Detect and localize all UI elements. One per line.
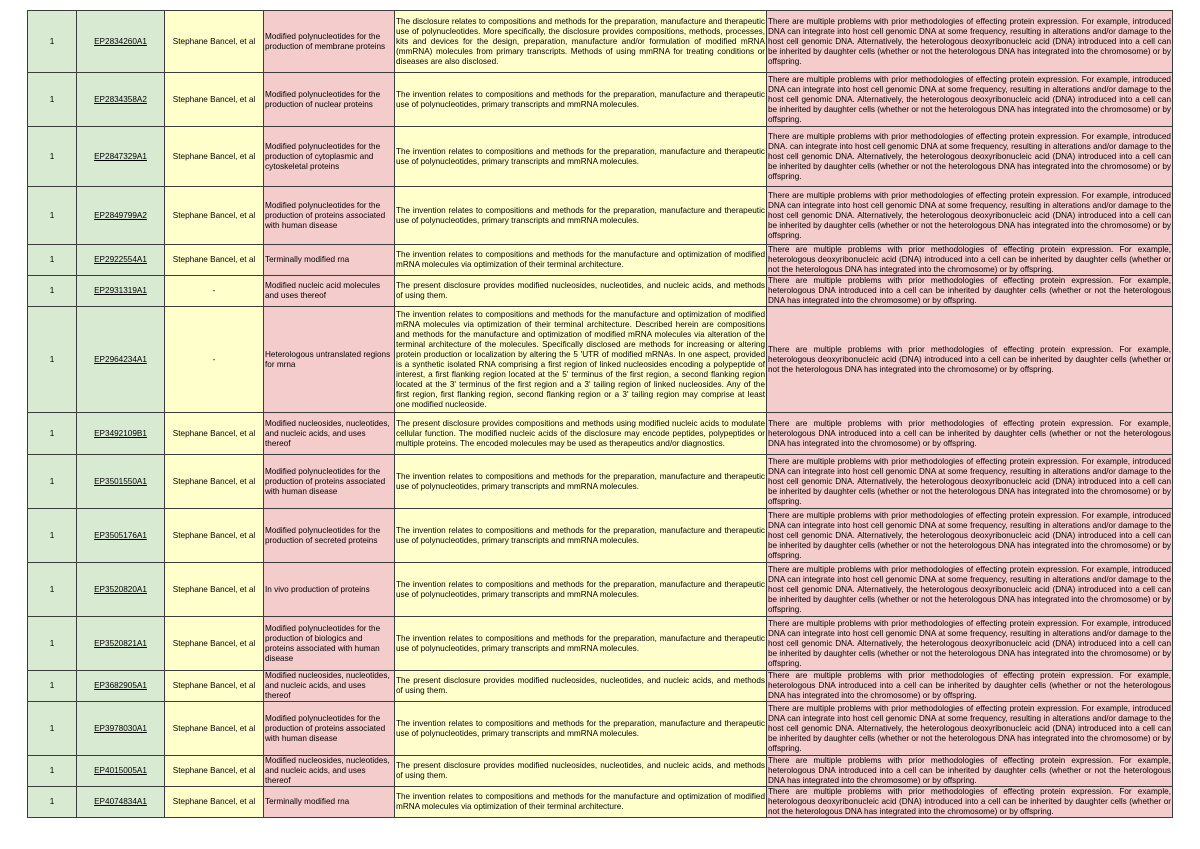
patent-id-link[interactable]: EP2847329A1	[94, 151, 147, 161]
row-number-cell: 1	[28, 413, 77, 455]
patent-id-cell	[77, 11, 165, 73]
patent-id-cell	[77, 756, 165, 787]
row-number-cell: 1	[28, 307, 77, 413]
abstract-cell: The disclosure relates to compositions and methods for the preparation, manufacture and therapeutic use of polynucleotides. More specifically, the disclosure provides compositions, methods, processes, kits and devices for the design, preparation, manufacture and/or formulation of modified mRNA (mmRNA) molecules from primary transcripts. Methods of using mmRNA for treating conditions or diseases are also disclosed.	[395, 11, 767, 73]
problem-cell: There are multiple problems with prior methodologies of effecting protein expression. For example, introduced DNA can integrate into host cell genomic DNA at some frequency, resulting in alterations and/or damage to the host cell genomic DNA. Alternatively, the heterologous deoxyribonucleic acid (DNA) introduced into a cell can be inherited by daughter cells (whether or not the heterologous DNA has integrated into the chromosome) or by offspring.	[767, 455, 1173, 509]
patent-id-link[interactable]: EP3520821A1	[94, 638, 147, 648]
table-row	[28, 307, 1173, 413]
row-number-cell: 1	[28, 787, 77, 818]
patent-id-link[interactable]: EP3505176A1	[94, 530, 147, 540]
problem-cell: There are multiple problems with prior methodologies of effecting protein expression. For example, introduced DNA can integrate into host cell genomic DNA at some frequency, resulting in alterations and/or damage to the host cell genomic DNA. Alternatively, the heterologous deoxyribonucleic acid (DNA) introduced into a cell can be inherited by daughter cells (whether or not the heterologous DNA has integrated into the chromosome) or by offspring.	[767, 187, 1173, 245]
abstract-cell: The invention relates to compositions and methods for the preparation, manufacture and therapeutic use of polynucleotides, primary transcripts and mmRNA molecules.	[395, 702, 767, 756]
author-cell: Stephane Bancel, et al	[165, 413, 264, 455]
title-cell: In vivo production of proteins	[264, 563, 395, 617]
title-cell: Heterologous untranslated regions for mrna	[264, 307, 395, 413]
patent-id-link[interactable]: EP3682905A1	[94, 681, 147, 690]
problem-cell: There are multiple problems with prior methodologies of effecting protein expression. For example, heterologous deoxyribonucleic acid (DNA) introduced into a cell can be inherited by daughter cells (whether or not the heterologous DNA has integrated into the chromosome) or by offspring.	[768, 245, 1171, 274]
title-cell: Modified polynucleotides for the production of membrane proteins	[264, 11, 395, 73]
author-cell: Stephane Bancel, et al	[165, 245, 264, 276]
title-cell: Modified polynucleotides for the production of proteins associated with human disease	[264, 187, 395, 245]
problem-cell: There are multiple problems with prior methodologies of effecting protein expression. For example, introduced DNA can integrate into host cell genomic DNA at some frequency, resulting in alterations and/or damage to the host cell genomic DNA. Alternatively, the heterologous deoxyribonucleic acid (DNA) introduced into a cell can be inherited by daughter cells (whether or not the heterologous DNA has integrated into the chromosome) or by offspring.	[767, 617, 1173, 671]
title-cell: Modified polynucleotides for the production of nuclear proteins	[264, 73, 395, 127]
problem-cell: There are multiple problems with prior methodologies of effecting protein expression. For example, heterologous deoxyribonucleic acid (DNA) introduced into a cell can be inherited by daughter cells (whether or not the heterologous DNA has integrated into the chromosome) or by offspring.	[768, 787, 1171, 816]
title-cell: Modified polynucleotides for the production of proteins associated with human disease	[264, 702, 395, 756]
row-number-cell: 1	[28, 617, 77, 671]
row-number-cell: 1	[28, 509, 77, 563]
patent-id-cell	[77, 127, 165, 187]
row-number-cell: 1	[28, 702, 77, 756]
problem-cell: There are multiple problems with prior methodologies of effecting protein expression. For example, heterologous DNA introduced into a cell can be inherited by daughter cells (whether or not the heterologous DNA has integrated into the chromosome) or by offspring.	[767, 413, 1173, 455]
row-number-cell: 1	[28, 671, 77, 702]
author-cell: Stephane Bancel, et al	[165, 187, 264, 245]
patent-id-link[interactable]: EP2849799A2	[94, 210, 147, 220]
title-cell: Modified polynucleotides for the production of cytoplasmic and cytoskeletal proteins	[264, 127, 395, 187]
title-cell: Terminally modified rna	[264, 245, 395, 276]
patent-id-cell	[77, 787, 165, 818]
title-cell: Modified nucleosides, nucleotides, and nucleic acids, and uses thereof	[264, 671, 395, 702]
patent-id-cell	[77, 187, 165, 245]
patent-id-cell	[77, 307, 165, 413]
author-cell: Stephane Bancel, et al	[165, 617, 264, 671]
abstract-cell: The present disclosure provides compositions and methods using modified nucleic acids to modulate cellular function. The modified nucleic acids of the disclosure may encode peptides, polypeptides or multiple proteins. The encoded molecules may be used as therapeutics and/or diagnostics.	[395, 413, 767, 455]
patent-id-cell	[77, 509, 165, 563]
patent-id-link[interactable]: EP2922554A1	[94, 255, 147, 264]
row-number-cell: 1	[28, 756, 77, 787]
table-row	[28, 73, 1173, 127]
author-cell: -	[165, 307, 264, 413]
row-number-cell: 1	[28, 245, 77, 276]
problem-cell: There are multiple problems with prior methodologies of effecting protein expression. For example, heterologous DNA introduced into a cell can be inherited by daughter cells (whether or not the heterologous DNA has integrated into the chromosome) or by offspring.	[768, 756, 1171, 785]
table-row	[28, 245, 1173, 276]
author-cell: Stephane Bancel, et al	[165, 509, 264, 563]
author-cell: Stephane Bancel, et al	[165, 787, 264, 818]
patent-id-link[interactable]: EP2834260A1	[94, 36, 147, 46]
problem-cell: There are multiple problems with prior methodologies of effecting protein expression. For example, introduced DNA can integrate into host cell genomic DNA at some frequency, resulting in alterations and/or damage to the host cell genomic DNA. Alternatively, the heterologous deoxyribonucleic acid (DNA) introduced into a cell can be inherited by daughter cells (whether or not the heterologous DNA has integrated into the chromosome) or by offspring.	[767, 563, 1173, 617]
patent-id-cell	[77, 563, 165, 617]
table-row	[28, 617, 1173, 671]
table-row	[28, 276, 1173, 307]
row-number-cell: 1	[28, 127, 77, 187]
patent-id-cell	[77, 245, 165, 276]
patent-id-link[interactable]: EP4015005A1	[94, 766, 147, 775]
patent-id-cell	[77, 413, 165, 455]
patent-id-link[interactable]: EP4074834A1	[94, 797, 147, 806]
title-cell: Modified polynucleotides for the production of proteins associated with human disease	[264, 455, 395, 509]
table-row	[28, 671, 1173, 702]
author-cell: Stephane Bancel, et al	[165, 455, 264, 509]
title-cell: Modified nucleosides, nucleotides, and nucleic acids, and uses thereof	[264, 413, 395, 455]
row-number-cell: 1	[28, 563, 77, 617]
patent-id-cell	[77, 671, 165, 702]
author-cell: Stephane Bancel, et al	[165, 127, 264, 187]
author-cell: Stephane Bancel, et al	[165, 671, 264, 702]
problem-cell: There are multiple problems with prior methodologies of effecting protein expression. For example, heterologous DNA introduced into a cell can be inherited by daughter cells (whether or not the heterologous DNA has integrated into the chromosome) or by offspring.	[768, 671, 1171, 700]
patent-id-cell	[77, 73, 165, 127]
patent-table	[27, 10, 1173, 818]
title-cell: Modified polynucleotides for the production of secreted proteins	[264, 509, 395, 563]
abstract-cell: The invention relates to compositions and methods for the preparation, manufacture and therapeutic use of polynucleotides, primary transcripts and mmRNA molecules.	[395, 563, 767, 617]
abstract-cell: The invention relates to compositions and methods for the preparation, manufacture and therapeutic use of polynucleotides, primary transcripts and mmRNA molecules.	[395, 73, 767, 127]
patent-id-link[interactable]: EP3520820A1	[94, 584, 147, 594]
patent-id-cell	[77, 617, 165, 671]
abstract-cell: The invention relates to compositions and methods for the preparation, manufacture and therapeutic use of polynucleotides, primary transcripts and mmRNA molecules.	[395, 455, 767, 509]
title-cell: Terminally modified rna	[264, 787, 395, 818]
table-row	[28, 455, 1173, 509]
abstract-cell: The present disclosure provides modified nucleosides, nucleotides, and nucleic acids, and methods of using them.	[395, 671, 767, 702]
abstract-cell: The invention relates to compositions and methods for the manufacture and optimization of modified mRNA molecules via optimization of their terminal architecture.	[395, 245, 767, 276]
table-row	[28, 509, 1173, 563]
table-row	[28, 787, 1173, 818]
row-number-cell: 1	[28, 11, 77, 73]
abstract-cell: The invention relates to compositions and methods for the preparation, manufacture and therapeutic use of polynucleotides, primary transcripts and mmRNA molecules.	[395, 127, 767, 187]
patent-id-cell	[77, 702, 165, 756]
patent-id-link[interactable]: EP2931319A1	[94, 286, 147, 295]
row-number-cell: 1	[28, 455, 77, 509]
problem-cell: There are multiple problems with prior methodologies of effecting protein expression. For example, heterologous deoxyribonucleic acid (DNA) introduced into a cell can be inherited by daughter cells (whether or not the heterologous DNA has integrated into the chromosome) or by offspring.	[767, 307, 1173, 413]
patent-id-link[interactable]: EP2834358A2	[94, 94, 147, 104]
table-row	[28, 702, 1173, 756]
title-cell: Modified nucleosides, nucleotides, and nucleic acids, and uses thereof	[264, 756, 395, 787]
problem-cell: There are multiple problems with prior methodologies of effecting protein expression. For example, introduced DNA can integrate into host cell genomic DNA at some frequency, resulting in alterations and/or damage to the host cell genomic DNA. Alternatively, the heterologous deoxyribonucleic acid (DNA) introduced into a cell can be inherited by daughter cells (whether or not the heterologous DNA has integrated into the chromosome) or by offspring.	[767, 509, 1173, 563]
patent-id-cell	[77, 276, 165, 307]
table-row	[28, 756, 1173, 787]
abstract-cell: The present disclosure provides modified nucleosides, nucleotides, and nucleic acids, and methods of using them.	[395, 276, 767, 307]
table-row	[28, 11, 1173, 73]
problem-cell: There are multiple problems with prior methodologies of effecting protein expression. For example, introduced DNA can integrate into host cell genomic DNA at some frequency, resulting in alterations and/or damage to the host cell genomic DNA. Alternatively, the heterologous deoxyribonucleic acid (DNA) introduced into a cell can be inherited by daughter cells (whether or not the heterologous DNA has integrated into the chromosome) or by offspring.	[767, 73, 1173, 127]
patent-table-body	[28, 11, 1173, 818]
abstract-cell: The present disclosure provides modified nucleosides, nucleotides, and nucleic acids, and methods of using them.	[395, 756, 767, 787]
row-number-cell: 1	[28, 73, 77, 127]
abstract-cell: The invention relates to compositions and methods for the preparation, manufacture and therapeutic use of polynucleotides, primary transcripts and mmRNA molecules.	[395, 509, 767, 563]
author-cell: Stephane Bancel, et al	[165, 563, 264, 617]
author-cell: Stephane Bancel, et al	[165, 11, 264, 73]
author-cell: Stephane Bancel, et al	[165, 756, 264, 787]
row-number-cell: 1	[28, 276, 77, 307]
problem-cell: There are multiple problems with prior methodologies of effecting protein expression. For example, introduced DNA can integrate into host cell genomic DNA at some frequency, resulting in alterations and/or damage to the host cell genomic DNA. Alternatively, the heterologous deoxyribonucleic acid (DNA) introduced into a cell can be inherited by daughter cells (whether or not the heterologous DNA has integrated into the chromosome) or by offspring.	[767, 11, 1173, 73]
abstract-cell: The invention relates to compositions and methods for the manufacture and optimization of modified mRNA molecules via optimization of their terminal architecture.	[395, 787, 767, 818]
problem-cell: There are multiple problems with prior methodologies of effecting protein expression. For example, introduced DNA. can integrate into host cell genomic DNA at some frequency, resulting in alterations and/or damage to the host cell genomic DNA. Alternatively, the heterologous deoxyribonucleic acid (DNA) introduced into a cell can be inherited by daughter cells (whether or not the heterologous DNA has integrated into the chromosome) or by offspring.	[767, 127, 1173, 187]
patent-id-link[interactable]: EP3978030A1	[94, 723, 147, 733]
patent-id-link[interactable]: EP3492109B1	[94, 428, 147, 438]
patent-id-cell	[77, 455, 165, 509]
abstract-cell: The invention relates to compositions and methods for the preparation, manufacture and therapeutic use of polynucleotides, primary transcripts and mmRNA molecules.	[395, 617, 767, 671]
author-cell: Stephane Bancel, et al	[165, 702, 264, 756]
author-cell: Stephane Bancel, et al	[165, 73, 264, 127]
table-row	[28, 563, 1173, 617]
patent-id-link[interactable]: EP2964234A1	[94, 354, 147, 364]
table-row	[28, 187, 1173, 245]
author-cell: -	[165, 276, 264, 307]
abstract-cell: The invention relates to compositions and methods for the manufacture and optimization of modified mRNA molecules via optimization of their terminal architecture. Described herein are compositions and methods for the manufacture and optimization of modified mRNA molecules via alteration of the terminal architecture of the molecules. Specifically disclosed are methods for increasing or altering protein production or localization by altering the 5 'UTR of modified mRNAs. In one aspect, provided is a synthetic isolated RNA comprising a first region of linked nucleosides encoding a polypeptide of interest, a first flanking region located at the 5' terminus of the first region, a second flanking region located at the 3' terminus of the first region and a 3' tailing region of linked nucleosides. Any of the first region, first flanking region, second flanking region or a 3' tailing region may comprise at least one modified nucleoside.	[395, 307, 767, 413]
row-number-cell: 1	[28, 187, 77, 245]
title-cell: Modified nucleic acid molecules and uses thereof	[264, 276, 395, 307]
patent-id-link[interactable]: EP3501550A1	[94, 476, 147, 486]
problem-cell: There are multiple problems with prior methodologies of effecting protein expression. For example, heterologous DNA introduced into a cell can be inherited by daughter cells (whether or not the heterologous DNA has integrated into the chromosome) or by offspring.	[768, 276, 1171, 305]
title-cell: Modified polynucleotides for the production of biologics and proteins associated with human disease	[264, 617, 395, 671]
abstract-cell: The invention relates to compositions and methods for the preparation, manufacture and therapeutic use of polynucleotides, primary transcripts and mmRNA molecules.	[395, 187, 767, 245]
table-row	[28, 127, 1173, 187]
problem-cell: There are multiple problems with prior methodologies of effecting protein expression. For example, introduced DNA can integrate into host cell genomic DNA at some frequency, resulting in alterations and/or damage to the host cell genomic DNA. Alternatively, the heterologous deoxyribonucleic acid (DNA) introduced into a cell can be inherited by daughter cells (whether or not the heterologous DNA has integrated into the chromosome) or by offspring.	[767, 702, 1173, 756]
table-row	[28, 413, 1173, 455]
